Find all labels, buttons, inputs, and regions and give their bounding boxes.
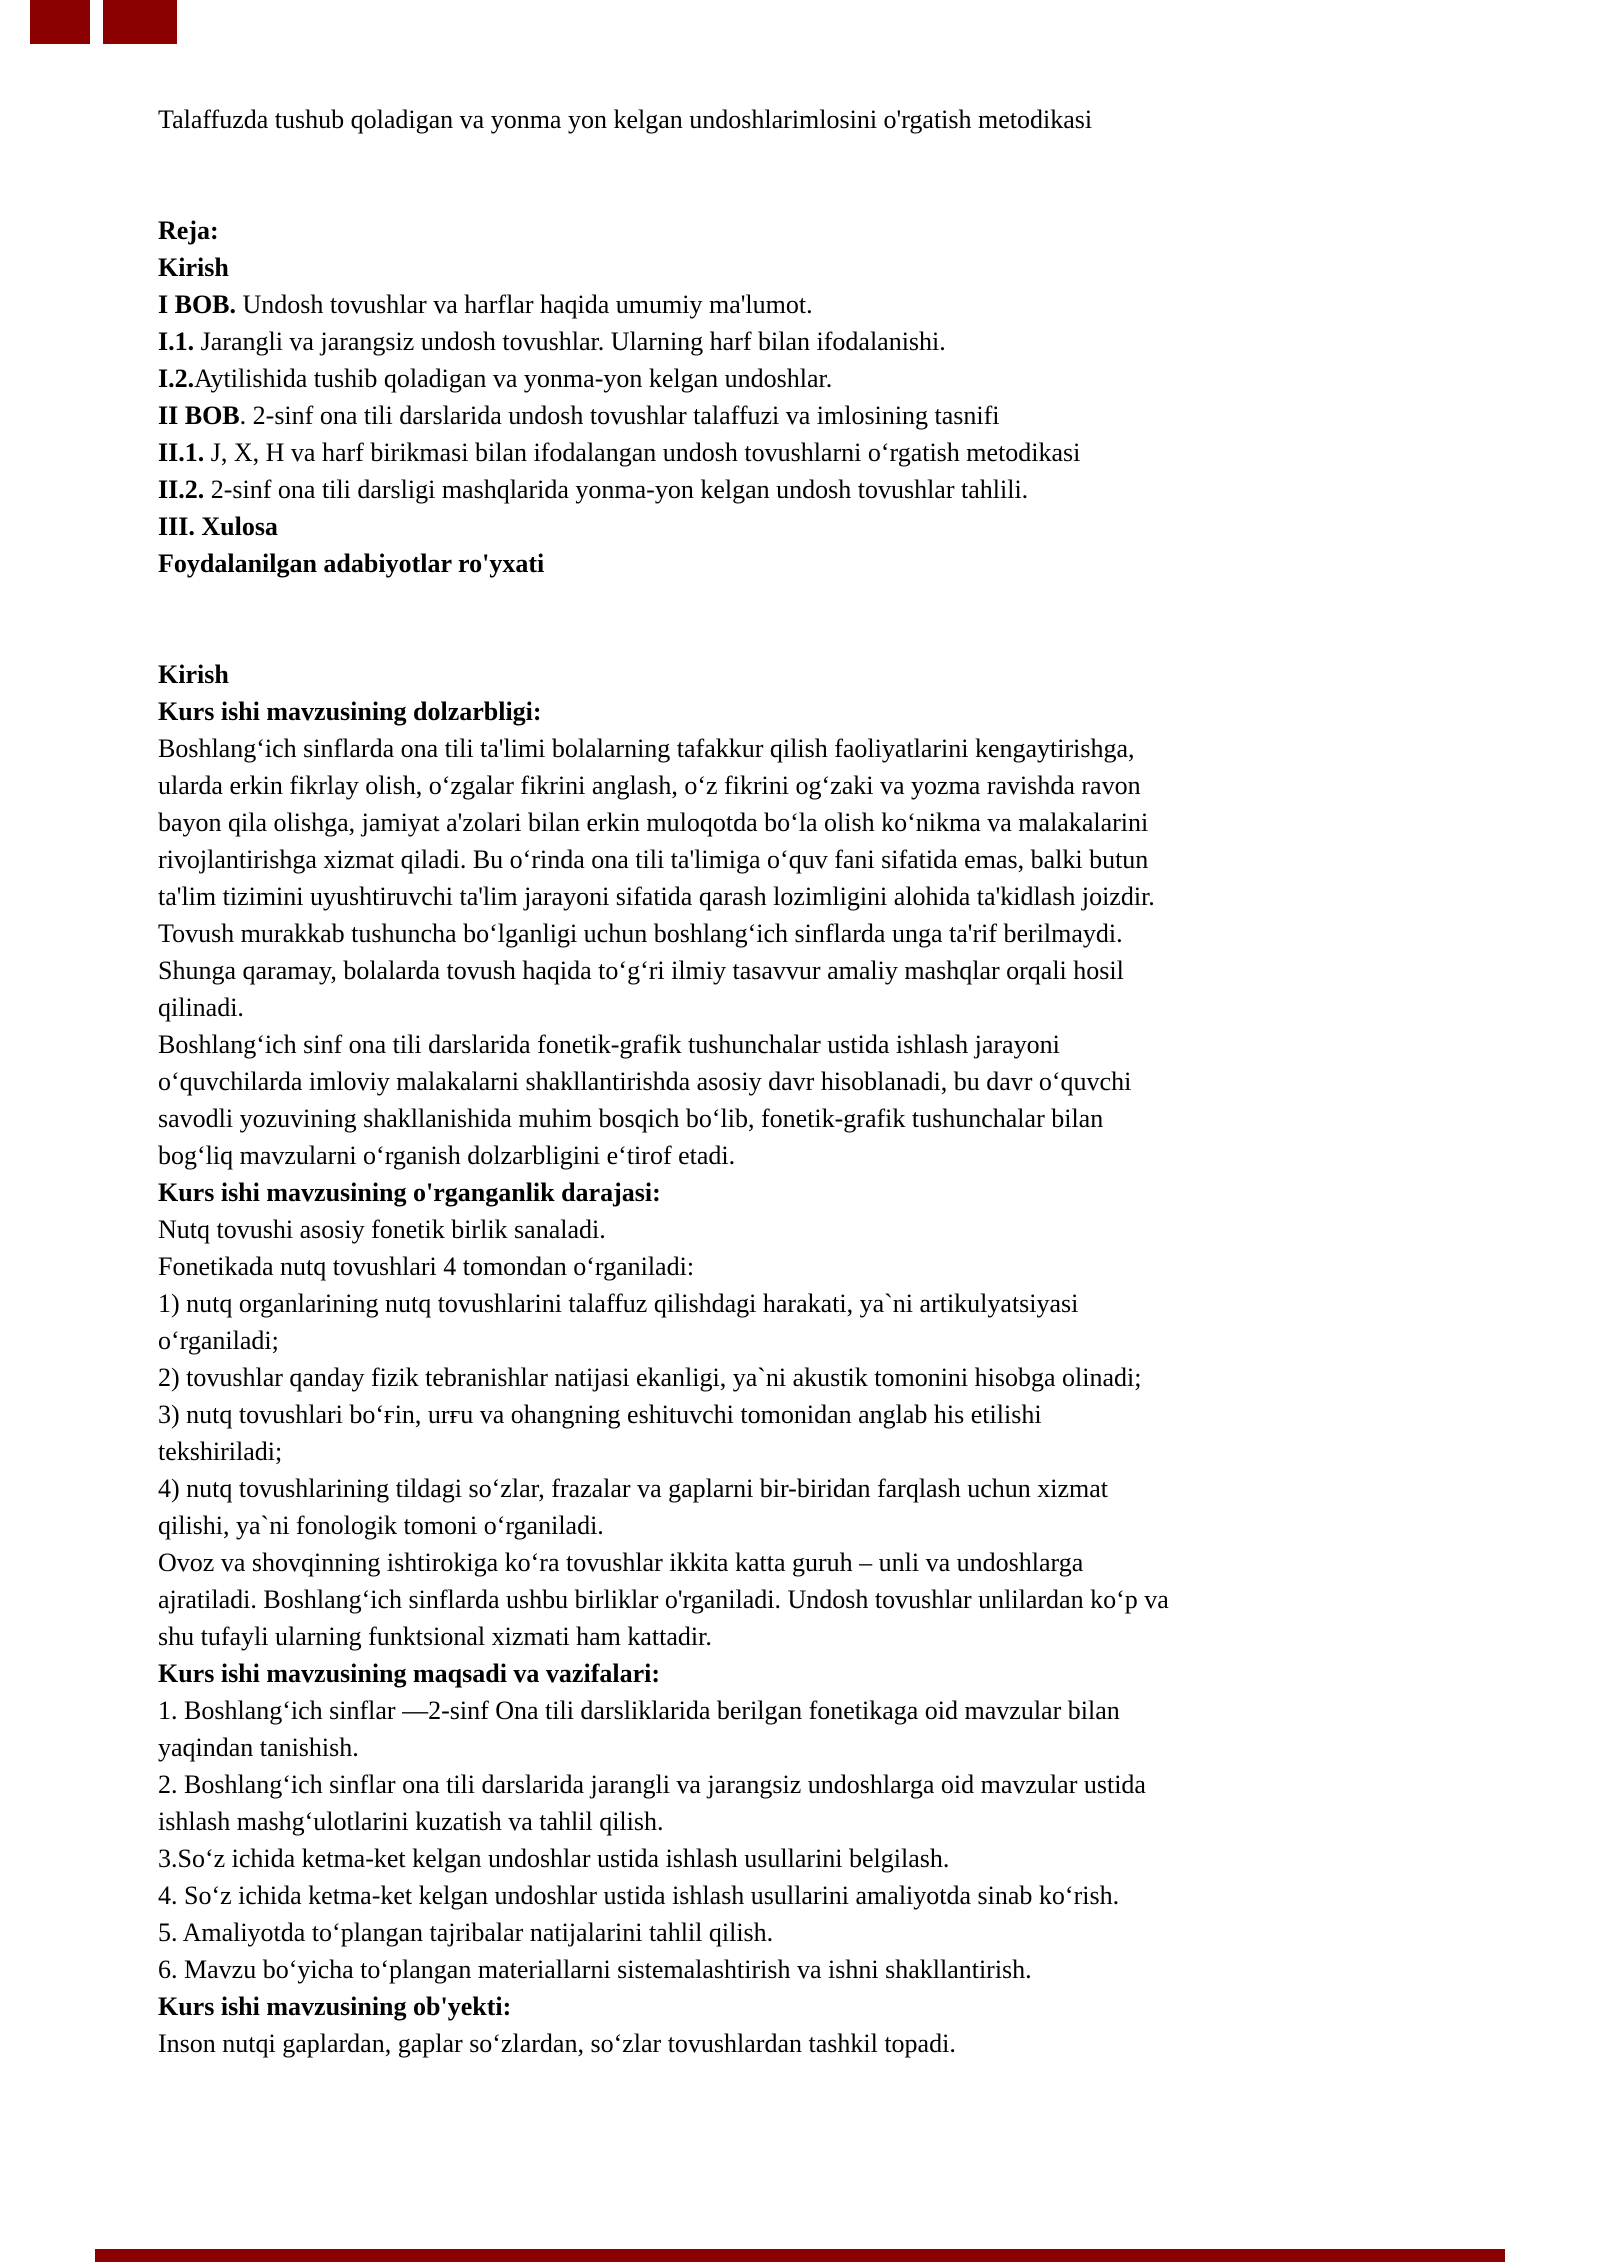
- line-text: ishlash mashg‘ulotlarini kuzatish va tahlil qilish.: [158, 1807, 664, 1836]
- line-text: savodli yozuvining shakllanishida muhim bosqich bo‘lib, fonetik-grafik tushunchalar bilan: [158, 1104, 1104, 1133]
- blank-line: [158, 619, 1518, 656]
- document-line: [158, 1766, 1518, 1803]
- document-line: [158, 915, 1518, 952]
- line-text: 4) nutq tovushlarining tildagi so‘zlar, frazalar va gaplarni bir-biridan farqlash uchun xizmat: [158, 1474, 1109, 1503]
- line-text: tekshiriladi;: [158, 1437, 283, 1466]
- document-line: [158, 656, 1518, 693]
- redaction-mark-top-left-1: [30, 0, 90, 44]
- line-text: III. Xulosa: [158, 512, 278, 541]
- document-line: [158, 989, 1518, 1026]
- line-text: 2) tovushlar qanday fizik tebranishlar natijasi ekanligi, ya`ni akustik tomonini hisobga olinadi;: [158, 1363, 1142, 1392]
- line-text: 2. Boshlang‘ich sinflar ona tili darslarida jarangli va jarangsiz undoshlarga oid mavzular ustida: [158, 1770, 1146, 1799]
- line-text: 1) nutq organlarining nutq tovushlarini talaffuz qilishdagi harakati, ya`ni artikulyatsiyasi: [158, 1289, 1079, 1318]
- line-text: Kirish: [158, 253, 229, 282]
- line-text: o‘rganiladi;: [158, 1326, 279, 1355]
- line-text: 4. So‘z ichida ketma-ket kelgan undoshlar ustida ishlash usullarini amaliyotda sinab ko‘rish.: [158, 1881, 1120, 1910]
- line-text: Jarangli va jarangsiz undosh tovushlar. Ularning harf bilan ifodalanishi.: [194, 327, 946, 356]
- line-text: 1. Boshlang‘ich sinflar —2-sinf Ona tili darsliklarida berilgan fonetikaga oid mavzular bilan: [158, 1696, 1120, 1725]
- line-text: Aytilishida tushib qoladigan va yonma-yon kelgan undoshlar.: [194, 364, 833, 393]
- document-line: [158, 1544, 1518, 1581]
- line-text: 3.So‘z ichida ketma-ket kelgan undoshlar ustida ishlash usullarini belgilash.: [158, 1844, 950, 1873]
- document-line: [158, 249, 1518, 286]
- document-line: [158, 804, 1518, 841]
- line-text: J, X, H va harf birikmasi bilan ifodalangan undosh tovushlarni o‘rgatish metodikasi: [204, 438, 1081, 467]
- document-line: [158, 1951, 1518, 1988]
- document-line: [158, 1507, 1518, 1544]
- document-line: [158, 101, 1518, 138]
- line-lead-bold: I.2.: [158, 364, 195, 393]
- line-text: 6. Mavzu bo‘yicha to‘plangan materiallarni sistemalashtirish va ishni shakllantirish.: [158, 1955, 1032, 1984]
- line-text: Ovoz va shovqinning ishtirokiga ko‘ra tovushlar ikkita katta guruh – unli va undoshlarga: [158, 1548, 1084, 1577]
- line-text: Nutq tovushi asosiy fonetik birlik sanaladi.: [158, 1215, 606, 1244]
- line-text: ta'lim tizimini uyushtiruvchi ta'lim jarayoni sifatida qarash lozimligini alohida ta'kidlash joizdir.: [158, 882, 1155, 911]
- blank-line: [158, 138, 1518, 175]
- document-line: [158, 1729, 1518, 1766]
- document-line: [158, 693, 1518, 730]
- line-text: bayon qila olishga, jamiyat a'zolari bilan erkin muloqotda bo‘la olish ko‘nikma va malakalarini: [158, 808, 1149, 837]
- line-text: Kurs ishi mavzusining ob'yekti:: [158, 1992, 512, 2021]
- document-line: [158, 1248, 1518, 1285]
- line-text: . 2-sinf ona tili darslarida undosh tovushlar talaffuzi va imlosining tasnifi: [239, 401, 1000, 430]
- document-line: [158, 397, 1518, 434]
- document-line: [158, 323, 1518, 360]
- document-line: [158, 1840, 1518, 1877]
- document-page: [158, 101, 1518, 2062]
- line-text: qilishi, ya`ni fonologik tomoni o‘rganiladi.: [158, 1511, 604, 1540]
- document-line: [158, 1988, 1518, 2025]
- document-line: [158, 1655, 1518, 1692]
- document-line: [158, 1803, 1518, 1840]
- line-lead-bold: II.2.: [158, 475, 205, 504]
- line-text: ajratiladi. Boshlang‘ich sinflarda ushbu birliklar o'rganiladi. Undosh tovushlar unlilardan ko‘p va: [158, 1585, 1169, 1614]
- document-line: [158, 1285, 1518, 1322]
- document-line: [158, 2025, 1518, 2062]
- line-text: shu tufayli ularning funktsional xizmati ham kattadir.: [158, 1622, 712, 1651]
- document-line: [158, 1137, 1518, 1174]
- line-text: bog‘liq mavzularni o‘rganish dolzarbligini e‘tirof etadi.: [158, 1141, 736, 1170]
- document-line: [158, 1322, 1518, 1359]
- document-line: [158, 730, 1518, 767]
- line-text: Undosh tovushlar va harflar haqida umumiy ma'lumot.: [236, 290, 813, 319]
- document-line: [158, 286, 1518, 323]
- document-line: [158, 1063, 1518, 1100]
- line-text: Kurs ishi mavzusining dolzarbligi:: [158, 697, 542, 726]
- line-text: qilinadi.: [158, 993, 244, 1022]
- document-line: [158, 212, 1518, 249]
- document-line: [158, 471, 1518, 508]
- document-line: [158, 1026, 1518, 1063]
- document-line: [158, 1877, 1518, 1914]
- line-text: Inson nutqi gaplardan, gaplar so‘zlardan, so‘zlar tovushlardan tashkil topadi.: [158, 2029, 956, 2058]
- blank-line: [158, 582, 1518, 619]
- document-line: [158, 1174, 1518, 1211]
- line-text: Talaffuzda tushub qoladigan va yonma yon kelgan undoshlarimlosini o'rgatish metodikasi: [158, 105, 1093, 134]
- document-line: [158, 545, 1518, 582]
- line-text: o‘quvchilarda imloviy malakalarni shakllantirishda asosiy davr hisoblanadi, bu davr o‘quvchi: [158, 1067, 1132, 1096]
- document-line: [158, 1581, 1518, 1618]
- document-line: [158, 841, 1518, 878]
- line-text: Reja:: [158, 216, 219, 245]
- document-line: [158, 1914, 1518, 1951]
- line-text: Kurs ishi mavzusining o'rganganlik darajasi:: [158, 1178, 661, 1207]
- redaction-mark-top-left-2: [103, 0, 177, 44]
- line-text: Foydalanilgan adabiyotlar ro'yxati: [158, 549, 545, 578]
- document-line: [158, 767, 1518, 804]
- document-line: [158, 1618, 1518, 1655]
- blank-line: [158, 175, 1518, 212]
- document-line: [158, 1470, 1518, 1507]
- line-text: rivojlantirishga xizmat qiladi. Bu o‘rinda ona tili ta'limiga o‘quv fani sifatida emas, balki butun: [158, 845, 1149, 874]
- document-line: [158, 1433, 1518, 1470]
- line-text: 3) nutq tovushlari bo‘ғin, urғu va ohangning eshituvchi tomonidan anglab his etilishi: [158, 1400, 1042, 1429]
- line-lead-bold: II.1.: [158, 438, 205, 467]
- line-text: 5. Amaliyotda to‘plangan tajribalar natijalarini tahlil qilish.: [158, 1918, 774, 1947]
- line-text: yaqindan tanishish.: [158, 1733, 359, 1762]
- document-line: [158, 508, 1518, 545]
- document-line: [158, 1211, 1518, 1248]
- redaction-bar-bottom: [95, 2249, 1505, 2262]
- document-line: [158, 952, 1518, 989]
- line-text: Boshlang‘ich sinf ona tili darslarida fonetik-grafik tushunchalar ustida ishlash jarayoni: [158, 1030, 1060, 1059]
- line-lead-bold: I.1.: [158, 327, 195, 356]
- line-text: Tovush murakkab tushuncha bo‘lganligi uchun boshlang‘ich sinflarda unga ta'rif berilmaydi.: [158, 919, 1123, 948]
- document-line: [158, 878, 1518, 915]
- document-line: [158, 1100, 1518, 1137]
- document-line: [158, 1359, 1518, 1396]
- line-lead-bold: II BOB: [158, 401, 240, 430]
- line-text: Boshlang‘ich sinflarda ona tili ta'limi bolalarning tafakkur qilish faoliyatlarini kengaytirishga,: [158, 734, 1135, 763]
- line-text: Kirish: [158, 660, 229, 689]
- document-line: [158, 1692, 1518, 1729]
- document-line: [158, 434, 1518, 471]
- line-lead-bold: I BOB.: [158, 290, 237, 319]
- document-line: [158, 360, 1518, 397]
- line-text: ularda erkin fikrlay olish, o‘zgalar fikrini anglash, o‘z fikrini og‘zaki va yozma ravishda ravon: [158, 771, 1141, 800]
- line-text: 2-sinf ona tili darsligi mashqlarida yonma-yon kelgan undosh tovushlar tahlili.: [204, 475, 1029, 504]
- line-text: Shunga qaramay, bolalarda tovush haqida to‘g‘ri ilmiy tasavvur amaliy mashqlar orqali hosil: [158, 956, 1124, 985]
- line-text: Fonetikada nutq tovushlari 4 tomondan o‘rganiladi:: [158, 1252, 695, 1281]
- line-text: Kurs ishi mavzusining maqsadi va vazifalari:: [158, 1659, 660, 1688]
- document-line: [158, 1396, 1518, 1433]
